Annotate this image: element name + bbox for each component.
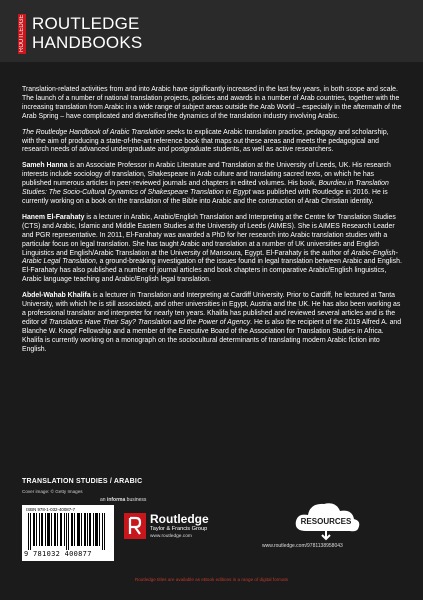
cover-credit: Cover image: © Getty Images bbox=[22, 489, 83, 494]
resources-label: RESOURCES bbox=[300, 517, 352, 526]
handbook-paragraph bbox=[22, 129, 402, 156]
bio-text: , a ground-breaking investigation of the issues found in legal translation between Arabic and English. El-Farahaty has also published a number of journal articles and book chapters in comparative Arabic/English linguistics, Arabic language teaching and Arabic/English legal translation. bbox=[22, 258, 402, 284]
informa-brand: informa bbox=[106, 497, 126, 503]
bio-sameh-hanna bbox=[22, 162, 402, 207]
publisher-name: Routledge bbox=[150, 512, 209, 526]
barcode-digits: 9 781032 400877 bbox=[24, 550, 92, 558]
bio-text: is an Associate Professor in Arabic Literature and Translation at the University of Leeds, UK. His research interests include sociology of translation, Shakespeare in Arab culture and translating sacred texts, on which he has published numerous articles in peer-reviewed journals and chapters in edited volumes. His book, bbox=[22, 162, 391, 188]
bio-text: was published with Routledge in 2016. He is currently working on a book on the translation of the Bible into Arabic and the construction of Arab Christian identity. bbox=[22, 189, 388, 205]
intro-paragraph: Translation-related activities from and into Arabic have significantly increased in the last few years, in both scope and scale. The launch of a number of national translation projects, policies and awards in a number of Arab countries, together with the increasing translation from Arabic in a wide range of subject areas outside the Arab World – especially in the aftermath of the Arab Spring – have complicated and diversified the dynamics of the translation industry involving Arabic. bbox=[22, 86, 402, 120]
handbook-title: The Routledge Handbook of Arabic Translation bbox=[22, 128, 165, 136]
isbn-barcode bbox=[22, 505, 114, 561]
informa-suffix: business bbox=[125, 497, 147, 503]
informa-prefix: an bbox=[100, 497, 107, 503]
publisher-url[interactable]: www.routledge.com bbox=[150, 534, 192, 539]
bio-name: Abdel-Wahab Khalifa bbox=[22, 292, 91, 300]
bio-book-title: Translators Have Their Say? Translation and the Power of Agency bbox=[48, 318, 251, 326]
barcode-bars bbox=[26, 513, 110, 550]
brand-line-1: ROUTLEDGE bbox=[32, 14, 140, 33]
bio-text: is a lecturer in Arabic, Arabic/English Translation and Interpreting at the Centre for Translation Studies (CTS) and Arabic, Islamic and Middle Eastern Studies at the University of Leeds (AIMES). She is AIMES Research Leader and PGR representative. In 2011, El-Farahaty was awarded a PhD for her research into Arabic translation studies with a particular focus on legal translation. She has taught Arabic and translation at a number of UK universities and English Linguistics and English/Arabic Translation at the University of Mansoura, Egypt. El-Farahaty is the author of bbox=[22, 213, 396, 257]
back-cover-text bbox=[22, 86, 402, 361]
brand-line-2: HANDBOOKS bbox=[32, 33, 143, 52]
bio-text: is a lecturer in Translation and Interpreting at Cardiff University. Prior to Cardiff, he lectured at Tanta University, with which he is still associated, and other universities in Egypt, Austria and the UK. He has also been working as a professional translator and interpreter for nearly ten years. Khalifa has published and reviewed several articles and is the editor of bbox=[22, 292, 401, 326]
resources-cloud-icon bbox=[292, 497, 364, 541]
bio-text: . He is also the recipient of the 2019 Alfred A. and Blanche W. Knopf Fellowship and a member of the Executive Board of the Association for Translation Studies in Africa. Khalifa is currently working on a monograph on the sociocultural determinants of translating modern Arabic fiction into English. bbox=[22, 318, 402, 353]
isbn-line: ISBN 978-1-032-40087-7 bbox=[26, 507, 76, 512]
bio-name: Sameh Hanna bbox=[22, 162, 68, 170]
header-banner bbox=[0, 0, 423, 62]
bio-book-title: Arabic-English-Arabic Legal Translation bbox=[22, 249, 398, 266]
bio-hanem-el-farahaty bbox=[22, 214, 402, 285]
handbook-description: seeks to explicate Arabic translation practice, pedagogy and scholarship, with the aim of producing a state-of-the-art reference book that maps out these areas and meets the pedagogical and research needs of advanced undergraduate and postgraduate students, as well as active researchers. bbox=[22, 128, 389, 154]
bio-name: Hanem El-Farahaty bbox=[22, 213, 85, 221]
bio-abdel-wahab-khalifa bbox=[22, 292, 402, 354]
informa-tagline bbox=[100, 497, 146, 503]
brand-title bbox=[32, 14, 142, 52]
ebook-availability-note: Routledge titles are available as eBook editions in a range of digital formats bbox=[134, 577, 289, 582]
publisher-group: Taylor & Francis Group bbox=[150, 526, 208, 532]
side-logo-text: ROUTLEDGE bbox=[19, 14, 25, 52]
bio-book-title: Bourdieu in Translation Studies: The Socio-Cultural Dynamics of Shakespeare Translation in Egypt bbox=[22, 180, 389, 197]
subject-category: TRANSLATION STUDIES / ARABIC bbox=[22, 478, 143, 485]
resources-url[interactable]: www.routledge.com/9781138958043 bbox=[262, 543, 343, 549]
routledge-logo-icon bbox=[124, 513, 146, 539]
